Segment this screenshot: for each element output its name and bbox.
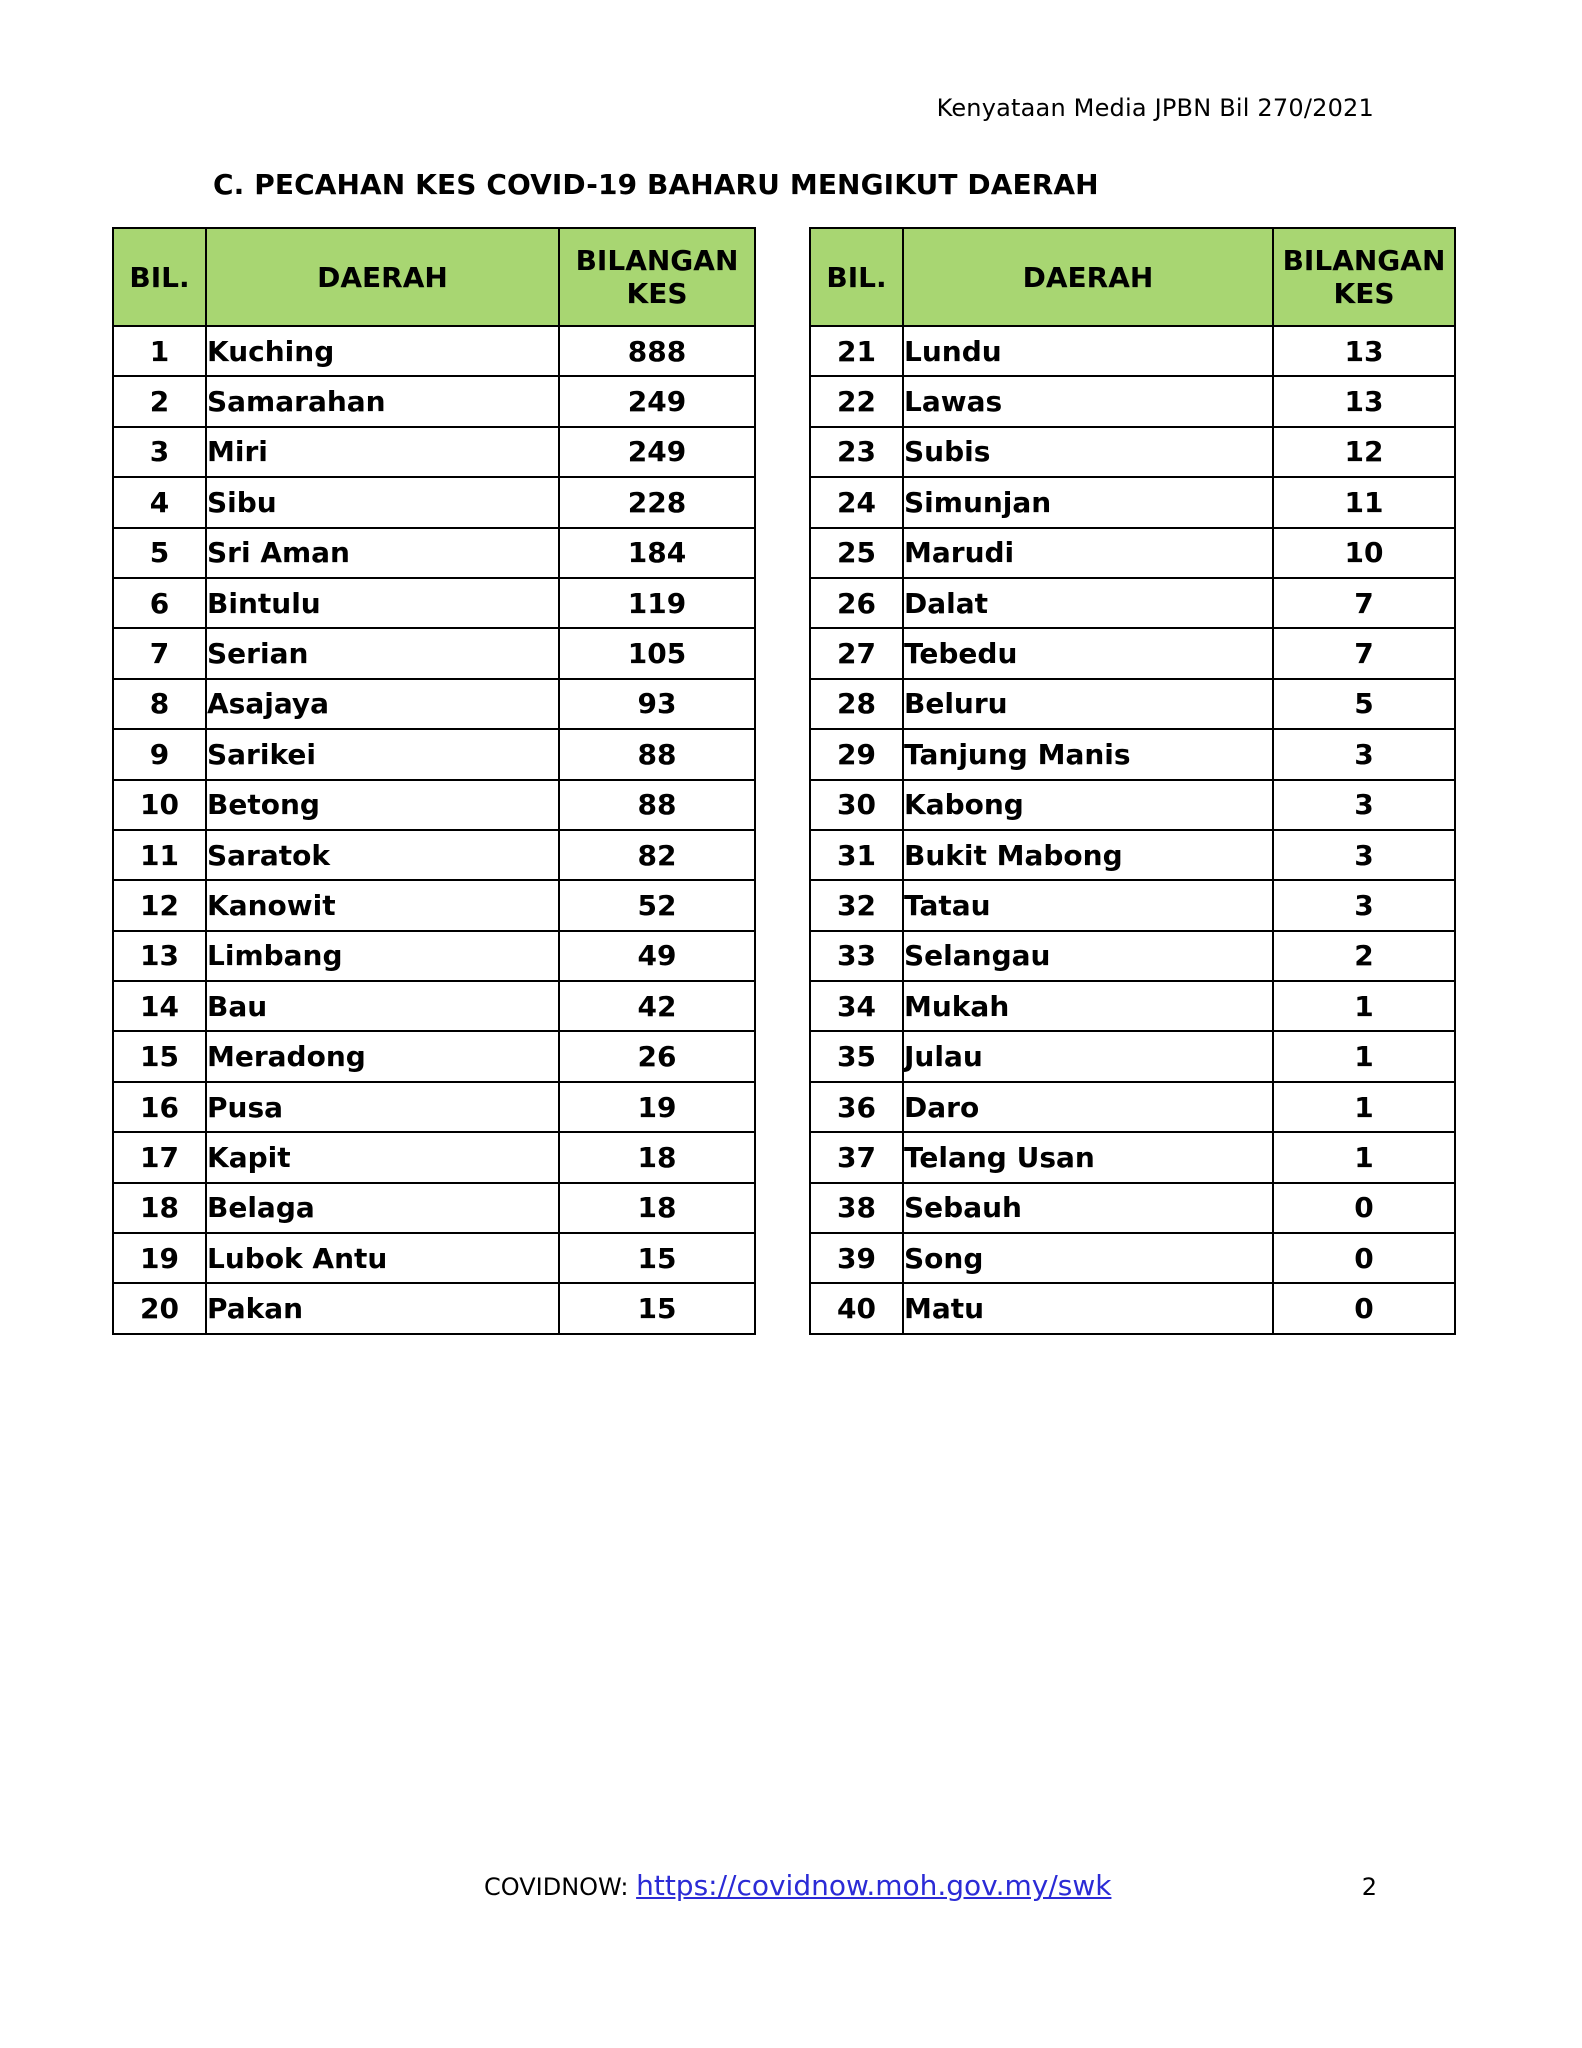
header-cases [559, 228, 755, 326]
row-number: 24 [810, 477, 903, 527]
header-cases-line1: BILANGAN [1282, 244, 1446, 277]
district-name: Saratok [206, 830, 559, 880]
case-count: 42 [559, 981, 755, 1031]
row-number: 38 [810, 1183, 903, 1233]
district-name: Samarahan [206, 376, 559, 426]
case-count: 11 [1273, 477, 1455, 527]
row-number: 12 [113, 880, 206, 930]
case-count: 18 [559, 1183, 755, 1233]
row-number: 15 [113, 1031, 206, 1081]
row-number: 17 [113, 1132, 206, 1182]
row-number: 25 [810, 528, 903, 578]
district-name: Serian [206, 628, 559, 678]
district-name: Matu [903, 1283, 1273, 1333]
table-row [810, 528, 1455, 578]
district-name: Tatau [903, 880, 1273, 930]
table-row [113, 780, 755, 830]
case-count: 18 [559, 1132, 755, 1182]
row-number: 37 [810, 1132, 903, 1182]
district-table-right [809, 227, 1456, 1335]
page-number: 2 [1361, 1873, 1377, 1901]
row-number: 6 [113, 578, 206, 628]
district-name: Mukah [903, 981, 1273, 1031]
case-count: 49 [559, 931, 755, 981]
row-number: 5 [113, 528, 206, 578]
case-count: 249 [559, 376, 755, 426]
case-count: 26 [559, 1031, 755, 1081]
district-name: Selangau [903, 931, 1273, 981]
district-name: Meradong [206, 1031, 559, 1081]
case-count: 228 [559, 477, 755, 527]
table-row [113, 1283, 755, 1333]
header-bil: BIL. [810, 228, 903, 326]
case-count: 888 [559, 326, 755, 376]
case-count: 88 [559, 780, 755, 830]
district-name: Tanjung Manis [903, 729, 1273, 779]
row-number: 26 [810, 578, 903, 628]
row-number: 11 [113, 830, 206, 880]
row-number: 20 [113, 1283, 206, 1333]
district-name: Pakan [206, 1283, 559, 1333]
table-row [113, 1082, 755, 1132]
district-name: Miri [206, 427, 559, 477]
covidnow-link[interactable]: https://covidnow.moh.gov.my/swk [636, 1869, 1112, 1902]
district-name: Bintulu [206, 578, 559, 628]
case-count: 19 [559, 1082, 755, 1132]
district-name: Kapit [206, 1132, 559, 1182]
district-name: Beluru [903, 679, 1273, 729]
district-name: Lundu [903, 326, 1273, 376]
row-number: 1 [113, 326, 206, 376]
header-cases-line2: KES [1333, 277, 1395, 310]
table-row [810, 477, 1455, 527]
row-number: 3 [113, 427, 206, 477]
table-row [810, 981, 1455, 1031]
row-number: 19 [113, 1233, 206, 1283]
table-row [113, 578, 755, 628]
table-row [810, 729, 1455, 779]
row-number: 29 [810, 729, 903, 779]
case-count: 52 [559, 880, 755, 930]
case-count: 119 [559, 578, 755, 628]
district-name: Kuching [206, 326, 559, 376]
case-count: 1 [1273, 1031, 1455, 1081]
case-count: 1 [1273, 1132, 1455, 1182]
table-row [810, 427, 1455, 477]
district-name: Bukit Mabong [903, 830, 1273, 880]
table-row [113, 931, 755, 981]
row-number: 33 [810, 931, 903, 981]
district-name: Kabong [903, 780, 1273, 830]
row-number: 2 [113, 376, 206, 426]
table-row [113, 1132, 755, 1182]
row-number: 27 [810, 628, 903, 678]
table-row [810, 578, 1455, 628]
table-row [113, 477, 755, 527]
table-row [113, 830, 755, 880]
footer-label: COVIDNOW: [484, 1873, 637, 1901]
table-row [810, 931, 1455, 981]
table-row [810, 780, 1455, 830]
table-row [113, 880, 755, 930]
row-number: 32 [810, 880, 903, 930]
case-count: 7 [1273, 628, 1455, 678]
row-number: 35 [810, 1031, 903, 1081]
row-number: 39 [810, 1233, 903, 1283]
district-name: Marudi [903, 528, 1273, 578]
table-row [810, 376, 1455, 426]
case-count: 10 [1273, 528, 1455, 578]
district-name: Limbang [206, 931, 559, 981]
table-row [113, 679, 755, 729]
header-district: DAERAH [903, 228, 1273, 326]
table-row [113, 1031, 755, 1081]
table-header-row [810, 228, 1455, 326]
case-count: 2 [1273, 931, 1455, 981]
district-name: Song [903, 1233, 1273, 1283]
district-name: Lawas [903, 376, 1273, 426]
case-count: 249 [559, 427, 755, 477]
case-count: 3 [1273, 780, 1455, 830]
row-number: 23 [810, 427, 903, 477]
row-number: 14 [113, 981, 206, 1031]
case-count: 13 [1273, 326, 1455, 376]
table-row [113, 628, 755, 678]
case-count: 3 [1273, 880, 1455, 930]
case-count: 7 [1273, 578, 1455, 628]
district-name: Sebauh [903, 1183, 1273, 1233]
table-row [810, 1031, 1455, 1081]
district-name: Telang Usan [903, 1132, 1273, 1182]
district-name: Sarikei [206, 729, 559, 779]
row-number: 7 [113, 628, 206, 678]
table-row [810, 1183, 1455, 1233]
table-row [810, 1082, 1455, 1132]
document-reference: Kenyataan Media JPBN Bil 270/2021 [936, 94, 1374, 122]
table-row [810, 679, 1455, 729]
district-table-left [112, 227, 756, 1335]
row-number: 18 [113, 1183, 206, 1233]
row-number: 30 [810, 780, 903, 830]
row-number: 4 [113, 477, 206, 527]
table-header-row [113, 228, 755, 326]
table-row [810, 628, 1455, 678]
district-name: Julau [903, 1031, 1273, 1081]
row-number: 34 [810, 981, 903, 1031]
case-count: 93 [559, 679, 755, 729]
district-name: Kanowit [206, 880, 559, 930]
footer [484, 1869, 1111, 1902]
row-number: 10 [113, 780, 206, 830]
header-bil: BIL. [113, 228, 206, 326]
table-row [810, 326, 1455, 376]
row-number: 22 [810, 376, 903, 426]
header-district: DAERAH [206, 228, 559, 326]
case-count: 0 [1273, 1183, 1455, 1233]
case-count: 15 [559, 1283, 755, 1333]
row-number: 36 [810, 1082, 903, 1132]
table-row [810, 1132, 1455, 1182]
table-body-right [810, 326, 1455, 1334]
case-count: 0 [1273, 1233, 1455, 1283]
case-count: 1 [1273, 981, 1455, 1031]
row-number: 40 [810, 1283, 903, 1333]
case-count: 105 [559, 628, 755, 678]
table-row [113, 1183, 755, 1233]
district-name: Dalat [903, 578, 1273, 628]
row-number: 9 [113, 729, 206, 779]
case-count: 13 [1273, 376, 1455, 426]
table-row [810, 880, 1455, 930]
district-name: Belaga [206, 1183, 559, 1233]
table-row [113, 427, 755, 477]
case-count: 5 [1273, 679, 1455, 729]
case-count: 88 [559, 729, 755, 779]
row-number: 21 [810, 326, 903, 376]
case-count: 184 [559, 528, 755, 578]
row-number: 8 [113, 679, 206, 729]
case-count: 0 [1273, 1283, 1455, 1333]
row-number: 13 [113, 931, 206, 981]
header-cases-line2: KES [626, 277, 688, 310]
case-count: 1 [1273, 1082, 1455, 1132]
district-name: Sri Aman [206, 528, 559, 578]
case-count: 12 [1273, 427, 1455, 477]
table-body-left [113, 326, 755, 1334]
table-row [810, 1283, 1455, 1333]
district-name: Asajaya [206, 679, 559, 729]
table-row [113, 376, 755, 426]
table-row [113, 981, 755, 1031]
district-name: Simunjan [903, 477, 1273, 527]
header-cases-line1: BILANGAN [575, 244, 739, 277]
case-count: 3 [1273, 830, 1455, 880]
table-row [113, 326, 755, 376]
table-row [810, 830, 1455, 880]
table-row [113, 729, 755, 779]
section-title: C. PECAHAN KES COVID-19 BAHARU MENGIKUT DAERAH [213, 168, 1099, 201]
district-name: Bau [206, 981, 559, 1031]
table-row [113, 528, 755, 578]
district-name: Pusa [206, 1082, 559, 1132]
district-name: Sibu [206, 477, 559, 527]
district-name: Lubok Antu [206, 1233, 559, 1283]
header-cases [1273, 228, 1455, 326]
table-row [113, 1233, 755, 1283]
row-number: 31 [810, 830, 903, 880]
district-name: Betong [206, 780, 559, 830]
table-row [810, 1233, 1455, 1283]
district-name: Tebedu [903, 628, 1273, 678]
row-number: 28 [810, 679, 903, 729]
district-name: Subis [903, 427, 1273, 477]
row-number: 16 [113, 1082, 206, 1132]
district-name: Daro [903, 1082, 1273, 1132]
case-count: 82 [559, 830, 755, 880]
case-count: 15 [559, 1233, 755, 1283]
case-count: 3 [1273, 729, 1455, 779]
